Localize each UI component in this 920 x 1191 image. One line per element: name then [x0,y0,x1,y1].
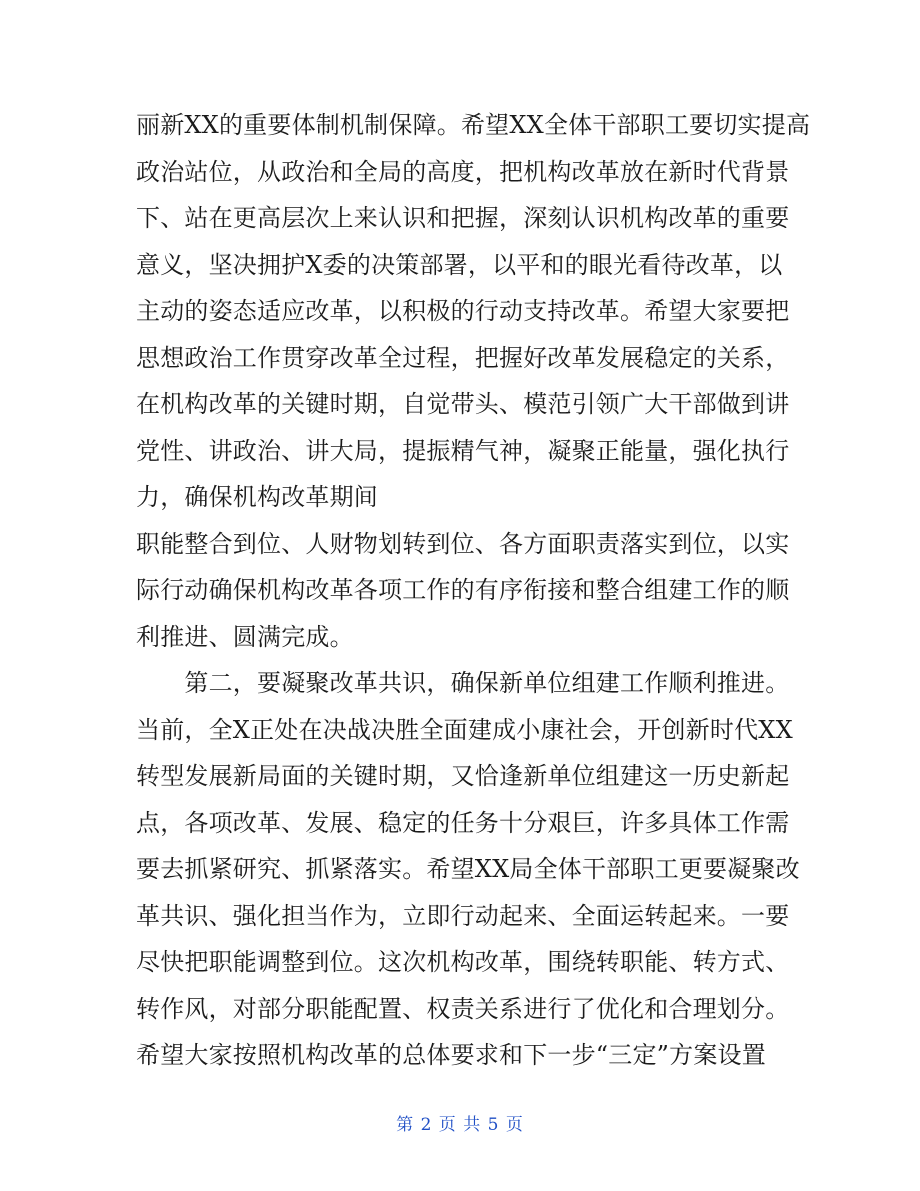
text-line: 思想政治工作贯穿改革全过程，把握好改革发展稳定的关系， [136,343,790,372]
text-line: 际行动确保机构改革各项工作的有序衔接和整合组建工作的顺 [136,576,790,604]
text-line: 下、站在更高层次上来认识和把握，深刻认识机构改革的重要 [136,204,790,232]
text-line: 利推进、圆满完成。 [136,622,354,651]
text-line: 转型发展新局面的关键时期，又恰逢新单位组建这一历史新起 [136,762,790,790]
text-line: 革共识、强化担当作为，立即行动起来、全面运转起来。一要 [136,901,790,930]
text-line: 转作风，对部分职能配置、权责关系进行了优化和合理划分。 [136,994,790,1023]
text-line: 政治站位，从政治和全局的高度，把机构改革放在新时代背景 [136,157,790,186]
text-line: 当前，全X正处在决战决胜全面建成小康社会，开创新时代XX [136,715,793,744]
text-line: 点，各项改革、发展、稳定的任务十分艰巨，许多具体工作需 [136,808,790,837]
text-line: 丽新XX的重要体制机制保障。希望XX全体干部职工要切实提高 [136,111,811,139]
text-line: 力，确保机构改革期间 [136,483,378,511]
text-line: 党性、讲政治、讲大局，提振精气神，凝聚正能量，强化执行 [136,436,790,465]
text-line: 意义，坚决拥护X委的决策部署，以平和的眼光看待改革，以 [136,250,783,279]
page-number: 第 2 页 共 5 页 [396,1115,524,1135]
text-line: 在机构改革的关键时期，自觉带头、模范引领广大干部做到讲 [136,390,790,418]
body-text [136,102,811,1079]
text-line: 主动的姿态适应改革，以积极的行动支持改革。希望大家要把 [136,297,790,325]
text-line: 要去抓紧研究、抓紧落实。希望XX局全体干部职工更要凝聚改 [136,855,800,883]
text-line: 第二，要凝聚改革共识，确保新单位组建工作顺利推进。 [136,669,790,697]
text-line: 希望大家按照机构改革的总体要求和下一步“三定”方案设置 [136,1041,766,1069]
text-line: 尽快把职能调整到位。这次机构改革，围绕转职能、转方式、 [136,948,790,976]
text-line: 职能整合到位、人财物划转到位、各方面职责落实到位，以实 [136,529,790,558]
